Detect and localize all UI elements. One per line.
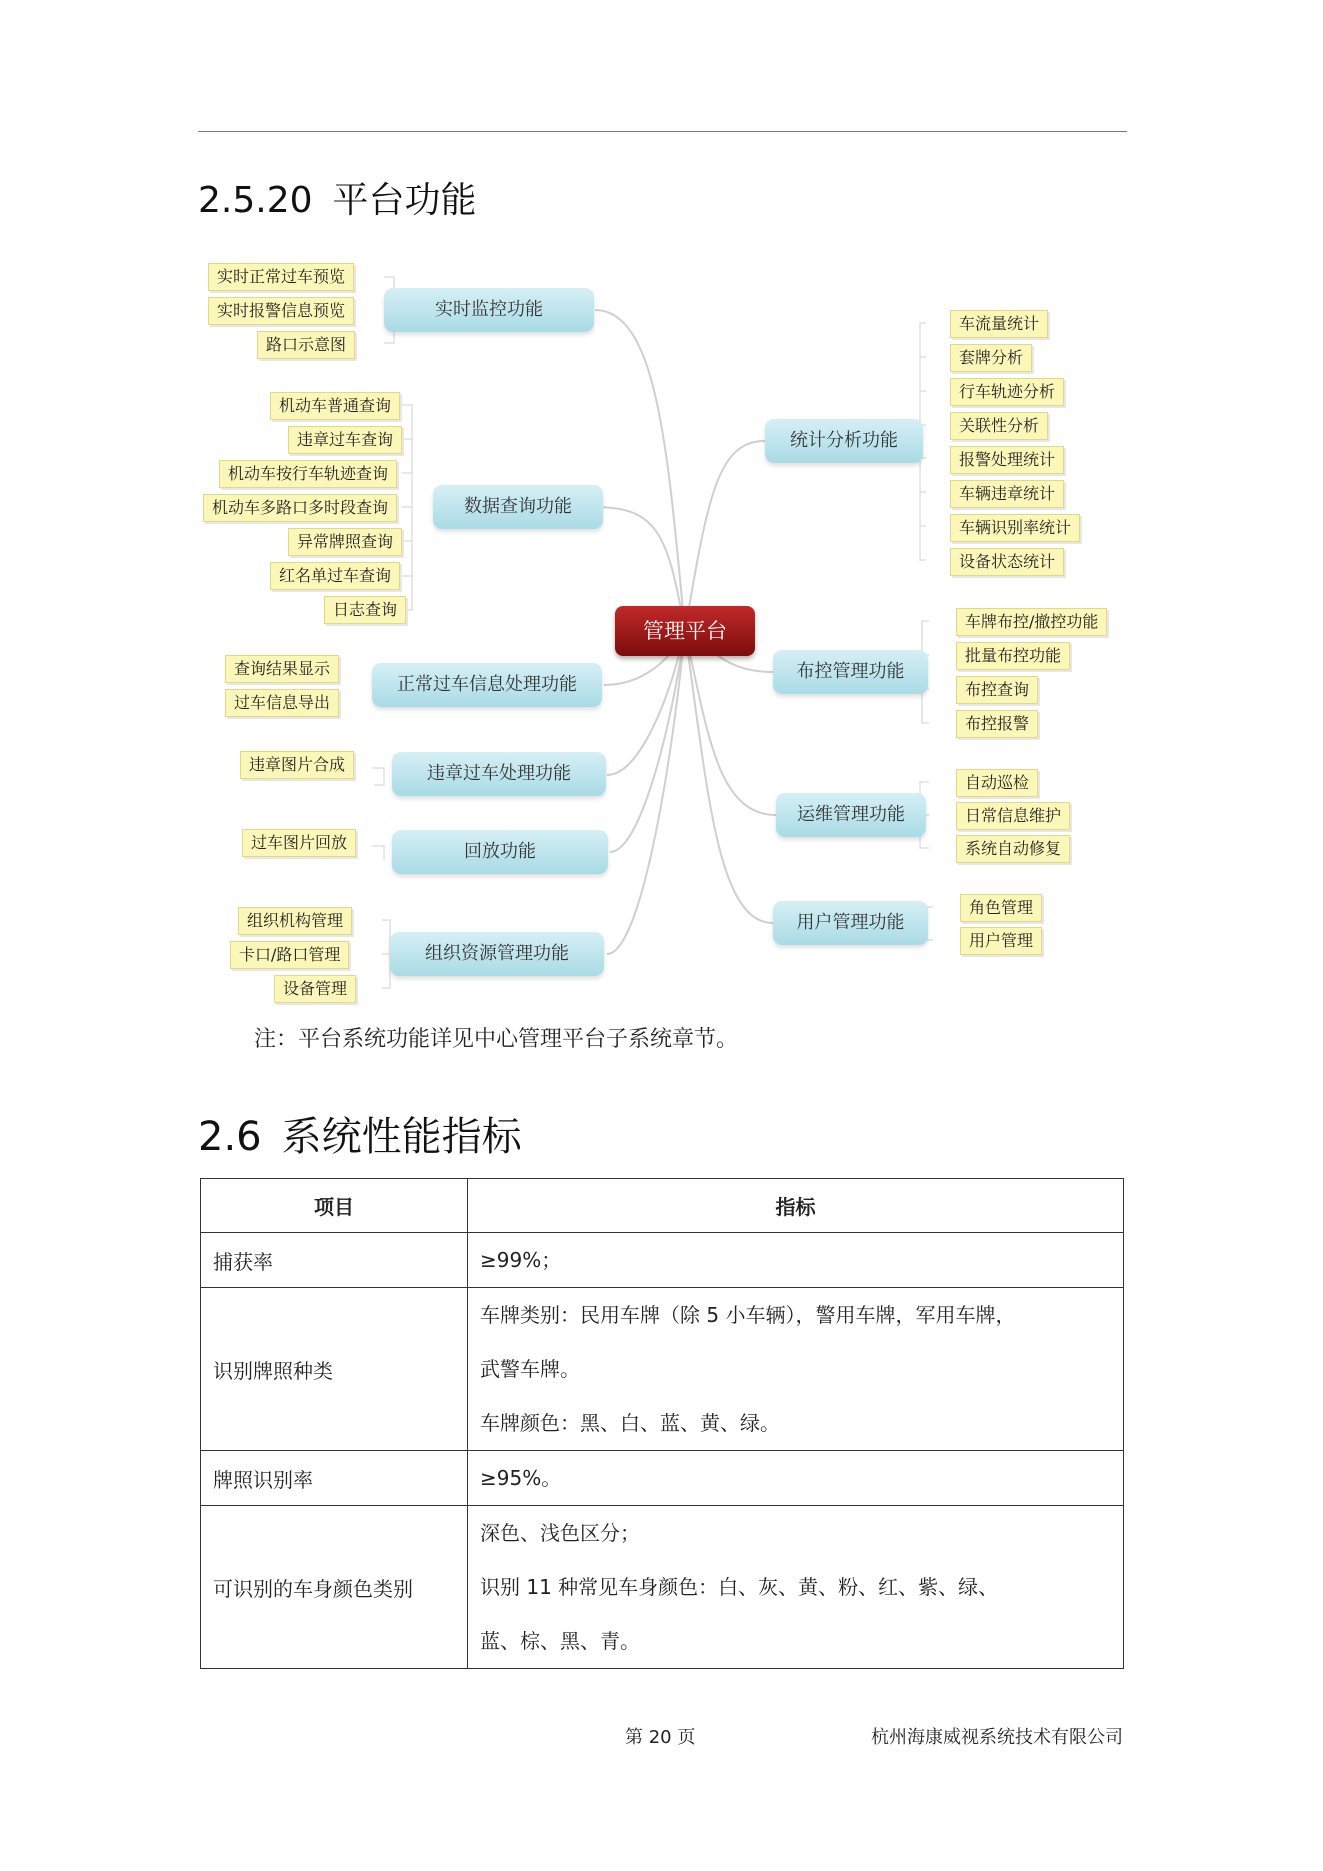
company-name: 杭州海康威视系统技术有限公司 — [871, 1727, 1123, 1748]
indicator-line: 蓝、棕、黑、青。 — [480, 1629, 640, 1653]
leaf-auto-repair: 系统自动修复 — [956, 835, 1070, 863]
column-header-indicator: 指标 — [468, 1179, 1124, 1233]
leaf-device-management: 设备管理 — [274, 975, 356, 1003]
leaf-realtime-alarm-preview: 实时报警信息预览 — [208, 297, 354, 325]
indicator-line: ≥95%。 — [480, 1466, 562, 1490]
mind-map-root: 管理平台 — [615, 606, 755, 656]
row-indicator — [468, 1233, 1124, 1288]
leaf-track-query: 机动车按行车轨迹查询 — [219, 460, 397, 488]
leaf-auto-inspection: 自动巡检 — [956, 769, 1038, 797]
row-indicator — [468, 1506, 1124, 1669]
leaf-traffic-flow-stats: 车流量统计 — [950, 310, 1048, 338]
page-number: 第 20 页 — [625, 1727, 696, 1748]
leaf-plate-control: 车牌布控/撤控功能 — [956, 608, 1107, 636]
leaf-control-query: 布控查询 — [956, 676, 1038, 704]
section-number: 2.5.20 — [198, 180, 313, 221]
leaf-redlist-query: 红名单过车查询 — [270, 562, 400, 590]
indicator-line: ≥99%； — [480, 1248, 562, 1272]
leaf-correlation-analysis: 关联性分析 — [950, 412, 1048, 440]
indicator-line: 深色、浅色区分； — [480, 1521, 640, 1545]
leaf-vehicle-violation-stats: 车辆违章统计 — [950, 480, 1064, 508]
leaf-query-result-display: 查询结果显示 — [225, 655, 339, 683]
branch-operations-maintenance: 运维管理功能 — [776, 793, 926, 837]
mind-map — [198, 255, 1128, 1015]
leaf-passage-export: 过车信息导出 — [225, 689, 339, 717]
leaf-log-query: 日志查询 — [324, 596, 406, 624]
row-item: 捕获率 — [201, 1233, 468, 1288]
leaf-device-status-stats: 设备状态统计 — [950, 548, 1064, 576]
indicator-line: 识别 11 种常见车身颜色：白、灰、黄、粉、红、紫、绿、 — [480, 1575, 999, 1599]
leaf-passage-image-playback: 过车图片回放 — [242, 829, 356, 857]
table-header-row — [201, 1179, 1124, 1233]
leaf-realtime-normal-preview: 实时正常过车预览 — [208, 263, 354, 291]
leaf-violation-query: 违章过车查询 — [288, 426, 402, 454]
leaf-track-analysis: 行车轨迹分析 — [950, 378, 1064, 406]
leaf-user-management: 用户管理 — [960, 927, 1042, 955]
branch-org-resource-management: 组织资源管理功能 — [390, 932, 604, 976]
section-heading-platform-functions — [198, 172, 477, 223]
branch-playback: 回放功能 — [392, 830, 608, 874]
row-item: 可识别的车身颜色类别 — [201, 1506, 468, 1669]
table-row — [201, 1288, 1124, 1451]
leaf-recognition-rate-stats: 车辆识别率统计 — [950, 514, 1080, 542]
figure-note: 注：平台系统功能详见中心管理平台子系统章节。 — [254, 1027, 739, 1052]
table-row — [201, 1506, 1124, 1669]
section-number: 2.6 — [198, 1114, 262, 1160]
leaf-violation-image-compose: 违章图片合成 — [240, 751, 354, 779]
branch-statistics-analysis: 统计分析功能 — [765, 419, 923, 463]
indicator-line: 武警车牌。 — [480, 1357, 580, 1381]
row-item: 识别牌照种类 — [201, 1288, 468, 1451]
table-row — [201, 1451, 1124, 1506]
leaf-checkpoint-management: 卡口/路口管理 — [230, 941, 349, 969]
leaf-vehicle-general-query: 机动车普通查询 — [270, 392, 400, 420]
branch-realtime-monitoring: 实时监控功能 — [384, 288, 594, 332]
row-item: 牌照识别率 — [201, 1451, 468, 1506]
header-rule — [198, 131, 1127, 132]
branch-user-management: 用户管理功能 — [773, 901, 928, 945]
indicator-line: 车牌颜色：黑、白、蓝、黄、绿。 — [480, 1411, 780, 1435]
row-indicator — [468, 1288, 1124, 1451]
branch-surveillance-control: 布控管理功能 — [773, 650, 928, 694]
leaf-intersection-diagram: 路口示意图 — [257, 331, 355, 359]
leaf-org-management: 组织机构管理 — [238, 907, 352, 935]
branch-data-query: 数据查询功能 — [433, 485, 603, 529]
leaf-alarm-handling-stats: 报警处理统计 — [950, 446, 1064, 474]
row-indicator — [468, 1451, 1124, 1506]
performance-table — [200, 1178, 1124, 1669]
section-title: 平台功能 — [332, 180, 477, 221]
branch-violation-processing: 违章过车处理功能 — [392, 752, 606, 796]
branch-normal-passage-processing: 正常过车信息处理功能 — [372, 663, 602, 707]
leaf-daily-maintenance: 日常信息维护 — [956, 802, 1070, 830]
table-row — [201, 1233, 1124, 1288]
indicator-line: 车牌类别：民用车牌（除 5 小车辆），警用车牌，军用车牌， — [480, 1303, 1016, 1327]
leaf-cloned-plate-analysis: 套牌分析 — [950, 344, 1032, 372]
section-title: 系统性能指标 — [281, 1114, 522, 1160]
column-header-item: 项目 — [201, 1179, 468, 1233]
leaf-role-management: 角色管理 — [960, 894, 1042, 922]
leaf-multi-intersection-query: 机动车多路口多时段查询 — [203, 494, 397, 522]
leaf-control-alarm: 布控报警 — [956, 710, 1038, 738]
section-heading-performance — [198, 1105, 522, 1162]
leaf-abnormal-plate-query: 异常牌照查询 — [288, 528, 402, 556]
leaf-batch-control: 批量布控功能 — [956, 642, 1070, 670]
